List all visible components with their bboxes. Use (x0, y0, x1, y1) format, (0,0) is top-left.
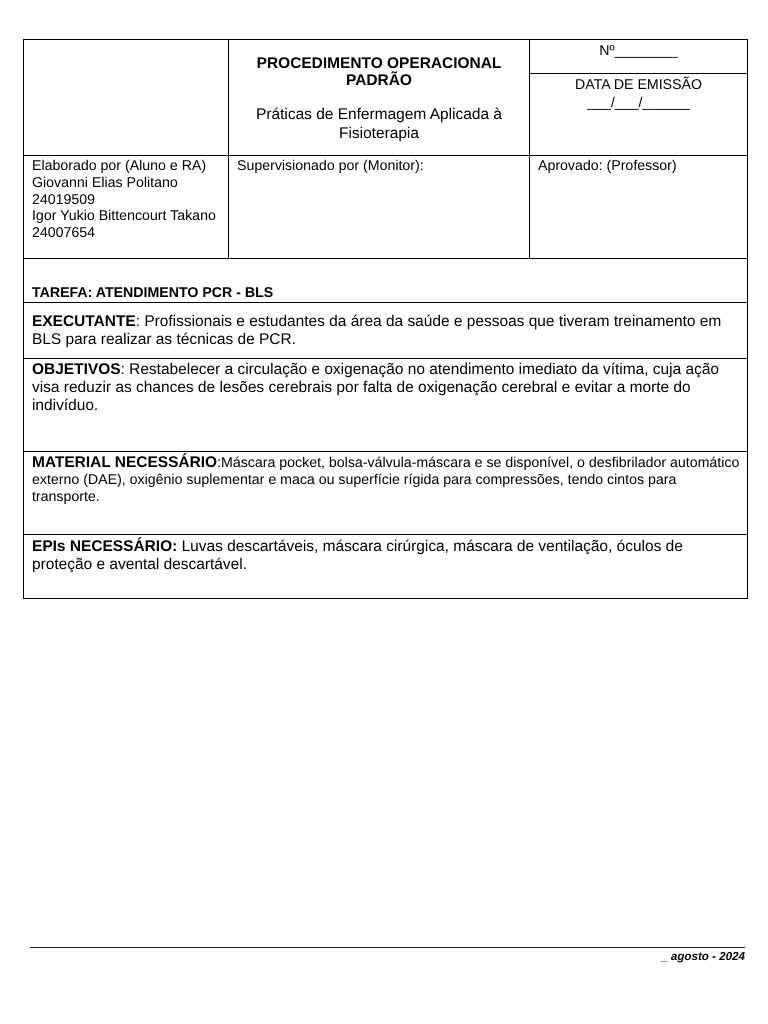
material-section (24, 452, 747, 506)
document-number-label: Nº________ (599, 43, 678, 59)
epis-text: Luvas descartáveis, máscara cirúrgica, máscara de ventilação, óculos de (177, 538, 683, 555)
issue-date-label: DATA DE EMISSÃO (574, 77, 703, 93)
epis-row (24, 535, 747, 598)
epis-section (24, 535, 747, 574)
title-cell (229, 40, 530, 155)
material-row (24, 452, 747, 535)
executante-row (24, 303, 747, 359)
objetivos-text: visa reduzir as chances de lesões cerebrais por falta de oxigenação cerebral e evitar a morte do (32, 379, 691, 396)
epis-label: EPIs NECESSÁRIO: (32, 538, 178, 555)
header-row (24, 40, 747, 156)
author-name: Giovanni Elias Politano (32, 174, 178, 191)
prepared-by-label: Elaborado por (Aluno e RA) (32, 158, 207, 174)
author-ra: 24007654 (32, 225, 96, 241)
executante-text: : Profissionais e estudantes da área da saúde e pessoas que tiveram treinamento em (135, 313, 722, 330)
task-title: TAREFA: ATENDIMENTO PCR - BLS (32, 285, 274, 301)
material-label: MATERIAL NECESSÁRIO (32, 453, 218, 471)
issue-date-field (530, 74, 747, 112)
author-name: Igor Yukio Bittencourt Takano (32, 208, 216, 225)
objetivos-section (24, 359, 747, 415)
approved-by-cell (530, 156, 747, 258)
approved-by-label: Aprovado: (Professor) (538, 158, 677, 174)
epis-text: proteção e avental descartável. (32, 556, 247, 573)
material-text: transporte. (32, 488, 100, 505)
objetivos-text: indivíduo. (32, 397, 99, 414)
pop-form-table (23, 39, 748, 599)
supervised-by-cell (229, 156, 530, 258)
author-ra: 24019509 (32, 191, 96, 208)
footer-date: _ agosto - 2024 (661, 950, 745, 963)
approvals-row (24, 156, 747, 259)
id-date-cell (530, 40, 747, 155)
executante-label: EXECUTANTE (32, 313, 136, 330)
material-text: :Máscara pocket, bolsa-válvula-máscara e se disponível, o desfibrilador automático (217, 454, 740, 471)
footer-divider (30, 947, 745, 948)
issue-date-value: ___/___/______ (587, 95, 690, 111)
document-number-field (530, 40, 747, 74)
objetivos-label: OBJETIVOS (32, 361, 121, 378)
prepared-by-cell (24, 156, 229, 258)
objetivos-text: : Restabelecer a circulação e oxigenação no atendimento imediato da vítima, cuja ação (120, 361, 720, 378)
executante-text: BLS para realizar as técnicas de PCR. (32, 331, 296, 348)
objetivos-row (24, 359, 747, 452)
task-row (24, 259, 747, 303)
supervised-by-label: Supervisionado por (Monitor): (237, 158, 424, 174)
executante-section (24, 303, 747, 349)
document-subtitle: Práticas de Enfermagem Aplicada à Fisioterapia (256, 105, 502, 142)
document-title: PROCEDIMENTO OPERACIONAL PADRÃO (256, 55, 502, 89)
material-text: externo (DAE), oxigênio suplementar e maca ou superfície rígida para compressões, tendo cintos para (32, 471, 677, 488)
logo-cell (24, 40, 229, 155)
